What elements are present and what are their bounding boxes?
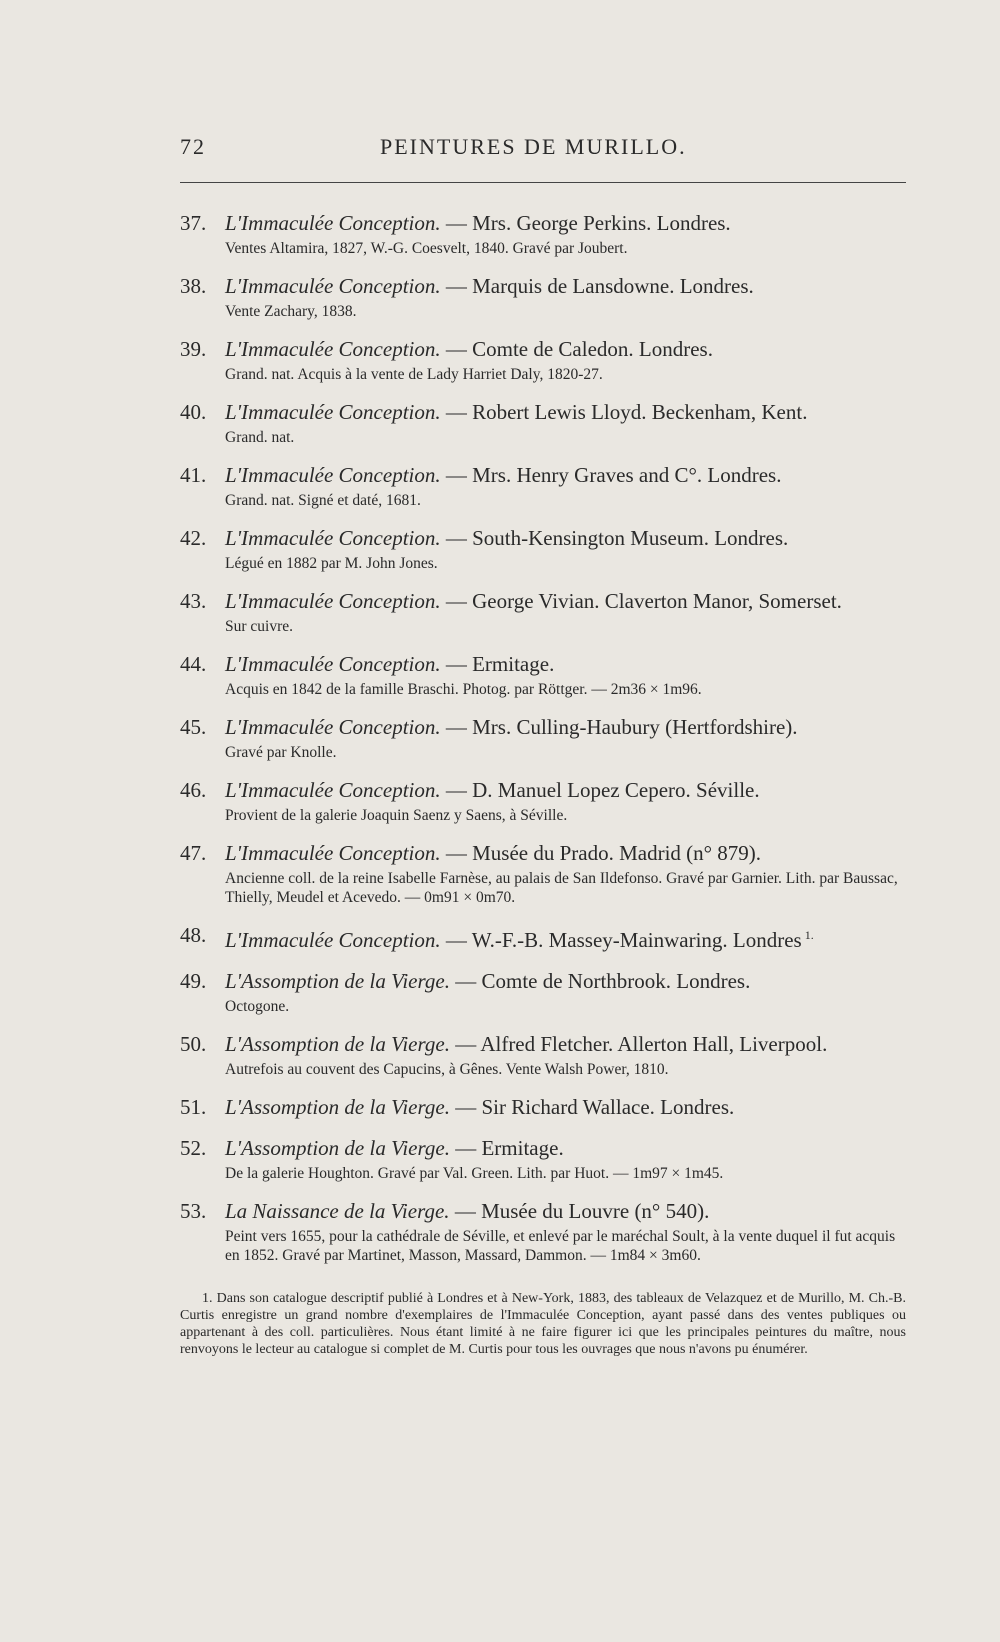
artwork-owner: — Comte de Caledon. Londres. [440,337,713,361]
artwork-owner: — Comte de Northbrook. Londres. [449,969,751,993]
entry-note: Peint vers 1655, pour la cathédrale de Séville, et enlevé par le maréchal Soult, à la vente duquel il fut acquis en 1852. Gravé par Martinet, Masson, Massard, Dammon. — 1m84 × 3m60. [225,1228,896,1264]
artwork-owner: — Ermitage. [440,652,555,676]
artwork-title: L'Immaculée Conception. [225,400,441,424]
catalogue-entry [180,922,906,953]
page-number: 72 [180,134,206,159]
entry-heading [180,968,906,994]
artwork-owner: — Mrs. Henry Graves and C°. Londres. [440,463,782,487]
catalogue-entry [180,462,906,510]
entry-note: De la galerie Houghton. Gravé par Val. Green. Lith. par Huot. — 1m97 × 1m45. [225,1165,724,1182]
entry-note: Ancienne coll. de la reine Isabelle Farnèse, au palais de San Ildefonso. Gravé par Garnier. Lith. par Baussac, Thielly, Meudel et Acevedo. — 0m91 × 0m70. [225,870,898,906]
entry-heading [180,777,906,803]
entry-note: Provient de la galerie Joaquin Saenz y Saens, à Séville. [225,807,568,824]
artwork-title: L'Immaculée Conception. [225,652,441,676]
artwork-owner: — D. Manuel Lopez Cepero. Séville. [440,778,760,802]
artwork-title: L'Immaculée Conception. [225,778,441,802]
catalogue-entry [180,273,906,321]
artwork-owner: — Mrs. George Perkins. Londres. [440,211,731,235]
artwork-owner: — Marquis de Lansdowne. Londres. [440,274,754,298]
catalogue-entry [180,651,906,699]
artwork-owner: — Robert Lewis Lloyd. Beckenham, Kent. [440,400,808,424]
catalogue-entry [180,714,906,762]
artwork-title: L'Immaculée Conception. [225,526,441,550]
artwork-title: L'Immaculée Conception. [225,211,441,235]
artwork-owner: — Sir Richard Wallace. Londres. [449,1095,735,1119]
entry-heading [180,922,906,953]
artwork-title: L'Assomption de la Vierge. [225,969,450,993]
entry-number: 50. [180,1032,207,1056]
catalogue-list [180,210,906,1280]
entry-heading [180,210,906,236]
entry-note: Acquis en 1842 de la famille Braschi. Photog. par Röttger. — 2m36 × 1m96. [225,681,702,698]
entry-heading [180,336,906,362]
entry-heading [180,588,906,614]
artwork-title: L'Immaculée Conception. [225,463,441,487]
entry-note: Octogone. [225,998,290,1015]
entry-note: Gravé par Knolle. [225,744,337,761]
entry-note: Grand. nat. Signé et daté, 1681. [225,492,421,509]
artwork-owner: — Musée du Louvre (n° 540). [449,1199,710,1223]
catalogue-entry [180,968,906,1016]
artwork-owner: — Mrs. Culling-Haubury (Hertfordshire). [440,715,798,739]
footnote: 1. Dans son catalogue descriptif publié à Londres et à New-York, 1883, des tableaux de Velazquez et de Murillo, M. Ch.-B. Curtis enregistre un grand nombre d'exemplaires de l'Immaculée Conception, ayant passé dans des ventes publiques ou appartenant à des coll. particulières. Nous étant limité à ne faire figurer ici que les principales peintures du maître, nous renvoyons le lecteur au catalogue si complet de M. Curtis pour tous les ouvrages que nous n'avons pu énumérer. [180,1291,906,1357]
entry-note: Légué en 1882 par M. John Jones. [225,555,438,572]
artwork-title: L'Immaculée Conception. [225,715,441,739]
artwork-owner: — South-Kensington Museum. Londres. [440,526,789,550]
entry-heading [180,840,906,866]
entry-heading [180,525,906,551]
artwork-owner: — W.-F.-B. Massey-Mainwaring. Londres [440,928,802,952]
entry-note: Grand. nat. [225,429,295,446]
catalogue-entry [180,1135,906,1183]
artwork-title: L'Immaculée Conception. [225,274,441,298]
entry-number: 51. [180,1095,207,1119]
entry-number: 48. [180,923,207,947]
entry-heading [180,462,906,488]
entry-heading [180,651,906,677]
artwork-owner: — Ermitage. [449,1136,564,1160]
catalogue-entry [180,588,906,636]
entry-number: 49. [180,969,207,993]
header-rule [180,182,906,183]
artwork-owner: — George Vivian. Claverton Manor, Somerset. [440,589,842,613]
entry-number: 44. [180,652,207,676]
entry-number: 45. [180,715,207,739]
entry-number: 42. [180,526,207,550]
catalogue-entry [180,336,906,384]
catalogue-entry [180,1198,906,1265]
catalogue-entry [180,1031,906,1079]
entry-heading [180,273,906,299]
entry-number: 41. [180,463,207,487]
entry-heading [180,1031,906,1057]
entry-note: Vente Zachary, 1838. [225,303,357,320]
entry-number: 39. [180,337,207,361]
entry-note: Autrefois au couvent des Capucins, à Gênes. Vente Walsh Power, 1810. [225,1061,669,1078]
entry-heading [180,714,906,740]
catalogue-entry [180,525,906,573]
entry-number: 52. [180,1136,207,1160]
entry-number: 46. [180,778,207,802]
entry-number: 37. [180,211,207,235]
catalogue-entry [180,840,906,907]
entry-number: 40. [180,400,207,424]
entry-number: 47. [180,841,207,865]
artwork-title: La Naissance de la Vierge. [225,1199,450,1223]
catalogue-entry [180,210,906,258]
artwork-title: L'Immaculée Conception. [225,337,441,361]
entry-note: Ventes Altamira, 1827, W.-G. Coesvelt, 1840. Gravé par Joubert. [225,240,628,257]
entry-heading [180,1094,906,1120]
entry-number: 43. [180,589,207,613]
entry-note: Sur cuivre. [225,618,294,635]
entry-note: Grand. nat. Acquis à la vente de Lady Harriet Daly, 1820-27. [225,366,603,383]
entry-heading [180,1198,906,1224]
artwork-owner: — Alfred Fletcher. Allerton Hall, Liverpool. [449,1032,828,1056]
catalogue-entry [180,777,906,825]
entry-number: 53. [180,1199,207,1223]
catalogue-entry [180,1094,906,1120]
footnote-reference: 1. [801,928,814,942]
page-title: PEINTURES DE MURILLO. [380,134,687,159]
artwork-title: L'Immaculée Conception. [225,928,441,952]
artwork-title: L'Assomption de la Vierge. [225,1136,450,1160]
entry-number: 38. [180,274,207,298]
artwork-title: L'Assomption de la Vierge. [225,1032,450,1056]
catalogue-entry [180,399,906,447]
artwork-title: L'Immaculée Conception. [225,589,441,613]
artwork-title: L'Immaculée Conception. [225,841,441,865]
artwork-title: L'Assomption de la Vierge. [225,1095,450,1119]
artwork-owner: — Musée du Prado. Madrid (n° 879). [440,841,762,865]
entry-heading [180,399,906,425]
entry-heading [180,1135,906,1161]
